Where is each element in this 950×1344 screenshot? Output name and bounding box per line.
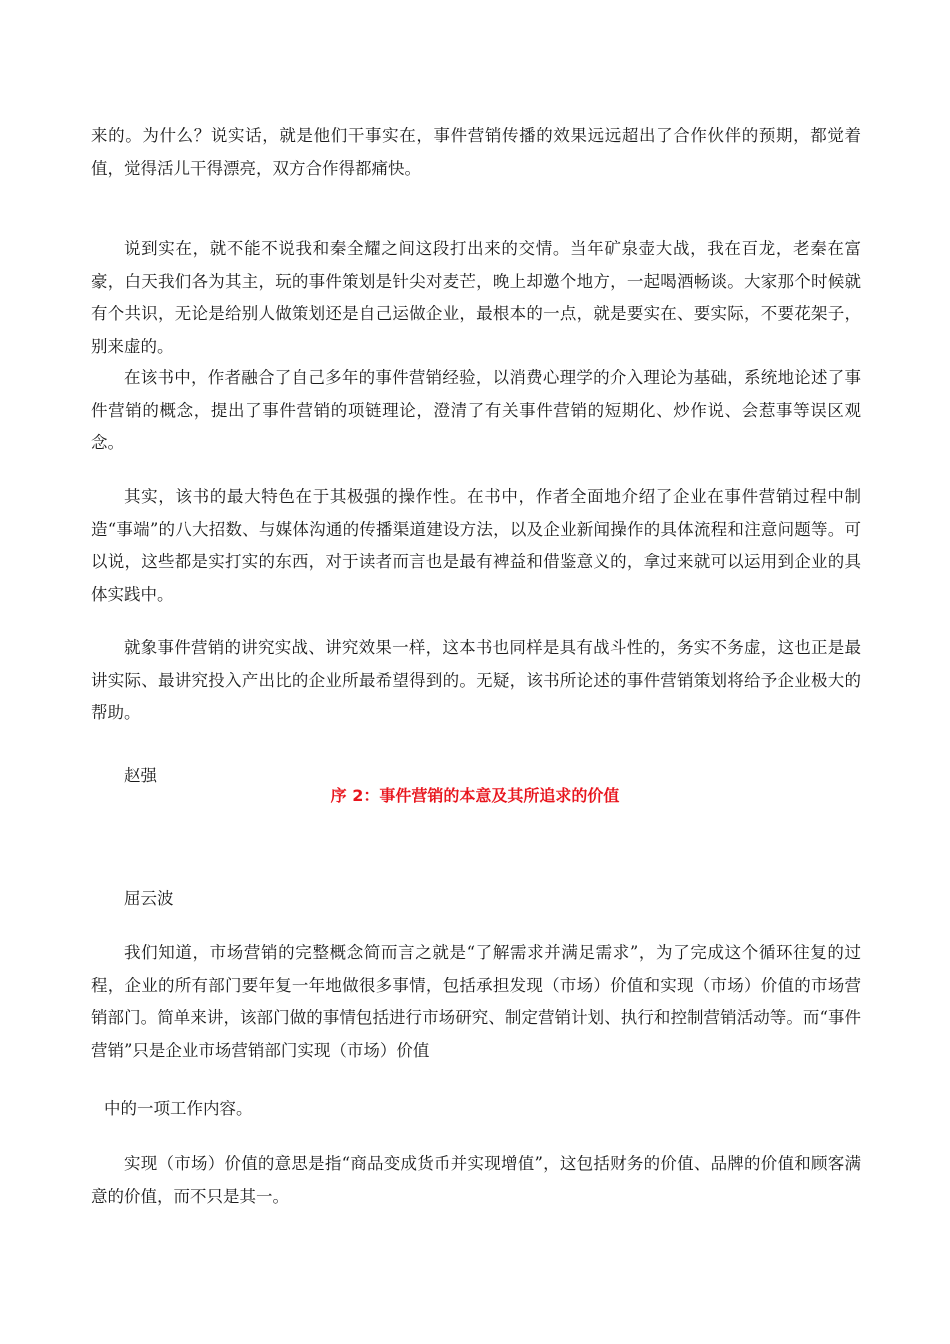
paragraph-1: 来的。为什么？说实话，就是他们干事实在，事件营销传播的效果远远超出了合作伙伴的预期，都觉着值，觉得活儿干得漂亮，双方合作得都痛快。	[91, 126, 861, 178]
section-heading: 序 2：事件营销的本意及其所追求的价值	[330, 786, 620, 805]
paragraph-6: 我们知道，市场营销的完整概念简而言之就是“了解需求并满足需求”，为了完成这个循环往复的过程，企业的所有部门要年复一年地做很多事情，包括承担发现（市场）价值和实现（市场）价值的市场营销部门。简单来讲，该部门做的事情包括进行市场研究、制定营销计划、执行和控制营销活动等。而“事件营销”只是企业市场营销部门实现（市场）价值	[91, 943, 861, 1060]
paragraph-5: 就象事件营销的讲究实战、讲究效果一样，这本书也同样是具有战斗性的，务实不务虚，这也正是最讲实际、最讲究投入产出比的企业所最希望得到的。无疑，该书所论述的事件营销策划将给予企业极大的帮助。	[91, 638, 861, 722]
paragraph-3: 在该书中，作者融合了自己多年的事件营销经验，以消费心理学的介入理论为基础，系统地论述了事件营销的概念，提出了事件营销的项链理论，澄清了有关事件营销的短期化、炒作说、会惹事等误区观念。	[91, 368, 861, 452]
signature-zhao-qiang: 赵强	[124, 766, 157, 785]
paragraph-2: 说到实在，就不能不说我和秦全耀之间这段打出来的交情。当年矿泉壶大战，我在百龙，老秦在富豪，白天我们各为其主，玩的事件策划是针尖对麦芒，晚上却邀个地方，一起喝酒畅谈。大家那个时候就有个共识，无论是给别人做策划还是自己运做企业，最根本的一点，就是要实在、要实际，不要花架子，别来虚的。	[91, 239, 861, 356]
paragraph-8: 实现（市场）价值的意思是指“商品变成货币并实现增值”，这包括财务的价值、品牌的价值和顾客满意的价值，而不只是其一。	[91, 1154, 861, 1206]
paragraph-7: 中的一项工作内容。	[104, 1099, 253, 1118]
signature-qu-yunbo: 屈云波	[124, 889, 174, 908]
paragraph-4: 其实，该书的最大特色在于其极强的操作性。在书中，作者全面地介绍了企业在事件营销过程中制造“事端”的八大招数、与媒体沟通的传播渠道建设方法，以及企业新闻操作的具体流程和注意问题等。可以说，这些都是实打实的东西，对于读者而言也是最有裨益和借鉴意义的，拿过来就可以运用到企业的具体实践中。	[91, 487, 861, 604]
